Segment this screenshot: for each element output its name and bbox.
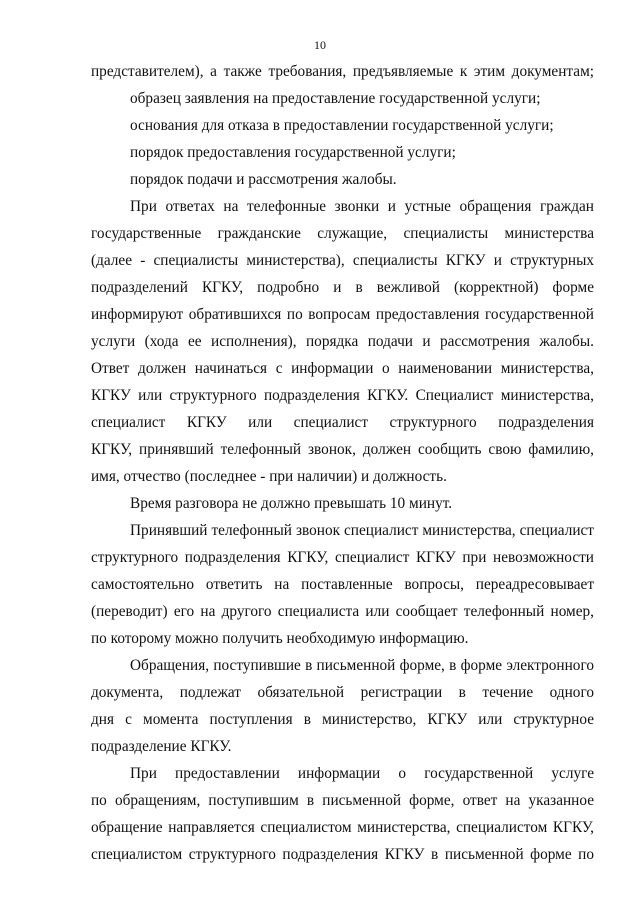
text-line: услуги (хода ее исполнения), порядка подачи и рассмотрения жалобы. (91, 333, 594, 350)
list-item: основания для отказа в предоставлении государственной услуги; (130, 117, 554, 134)
text-line: подразделение КГКУ. (91, 738, 232, 755)
text-line: (переводит) его на другого специалиста или сообщает телефонный номер, (91, 603, 594, 620)
text-line: структурного подразделения КГКУ, специалист КГКУ при невозможности (91, 549, 594, 566)
paragraph-first-line: При ответах на телефонные звонки и устные обращения граждан (130, 198, 594, 215)
text-line: подразделений КГКУ, подробно и в вежливой (корректной) форме (91, 279, 594, 296)
text-line: документа, подлежат обязательной регистрации в течение одного (91, 684, 594, 701)
list-item: образец заявления на предоставление государственной услуги; (130, 90, 541, 107)
page-number: 10 (314, 38, 326, 52)
text-line: обращение направляется специалистом министерства, специалистом КГКУ, (91, 819, 594, 836)
text-line: дня с момента поступления в министерство, КГКУ или структурное (91, 711, 594, 728)
paragraph-first-line: Время разговора не должно превышать 10 минут. (130, 495, 453, 512)
text-line: Ответ должен начинаться с информации о наименовании министерства, (91, 360, 594, 377)
text-line: КГКУ, принявший телефонный звонок, должен сообщить свою фамилию, (91, 441, 594, 458)
paragraph-first-line: Обращения, поступившие в письменной форме, в форме электронного (130, 657, 594, 674)
text-line: специалистом структурного подразделения КГКУ в письменной форме по (91, 846, 594, 863)
text-line: по которому можно получить необходимую информацию. (91, 630, 469, 647)
list-item: порядок подачи и рассмотрения жалобы. (130, 171, 397, 188)
text-line: (далее - специалисты министерства), специалисты КГКУ и структурных (91, 252, 594, 269)
text-line: специалист КГКУ или специалист структурного подразделения (91, 414, 594, 431)
text-line: самостоятельно ответить на поставленные вопросы, переадресовывает (91, 576, 594, 593)
text-line: представителем), а также требования, предъявляемые к этим документам; (91, 63, 594, 80)
text-line: по обращениям, поступившим в письменной форме, ответ на указанное (91, 792, 594, 809)
document-body (91, 58, 594, 868)
text-line: государственные гражданские служащие, специалисты министерства (91, 225, 594, 242)
text-line: КГКУ или структурного подразделения КГКУ. Специалист министерства, (91, 387, 594, 404)
paragraph-first-line: При предоставлении информации о государственной услуге (130, 765, 594, 782)
text-line: имя, отчество (последнее - при наличии) и должность. (91, 468, 447, 485)
text-line: информируют обратившихся по вопросам предоставления государственной (91, 306, 594, 323)
list-item: порядок предоставления государственной услуги; (130, 144, 456, 161)
paragraph-first-line: Принявший телефонный звонок специалист министерства, специалист (130, 522, 594, 539)
